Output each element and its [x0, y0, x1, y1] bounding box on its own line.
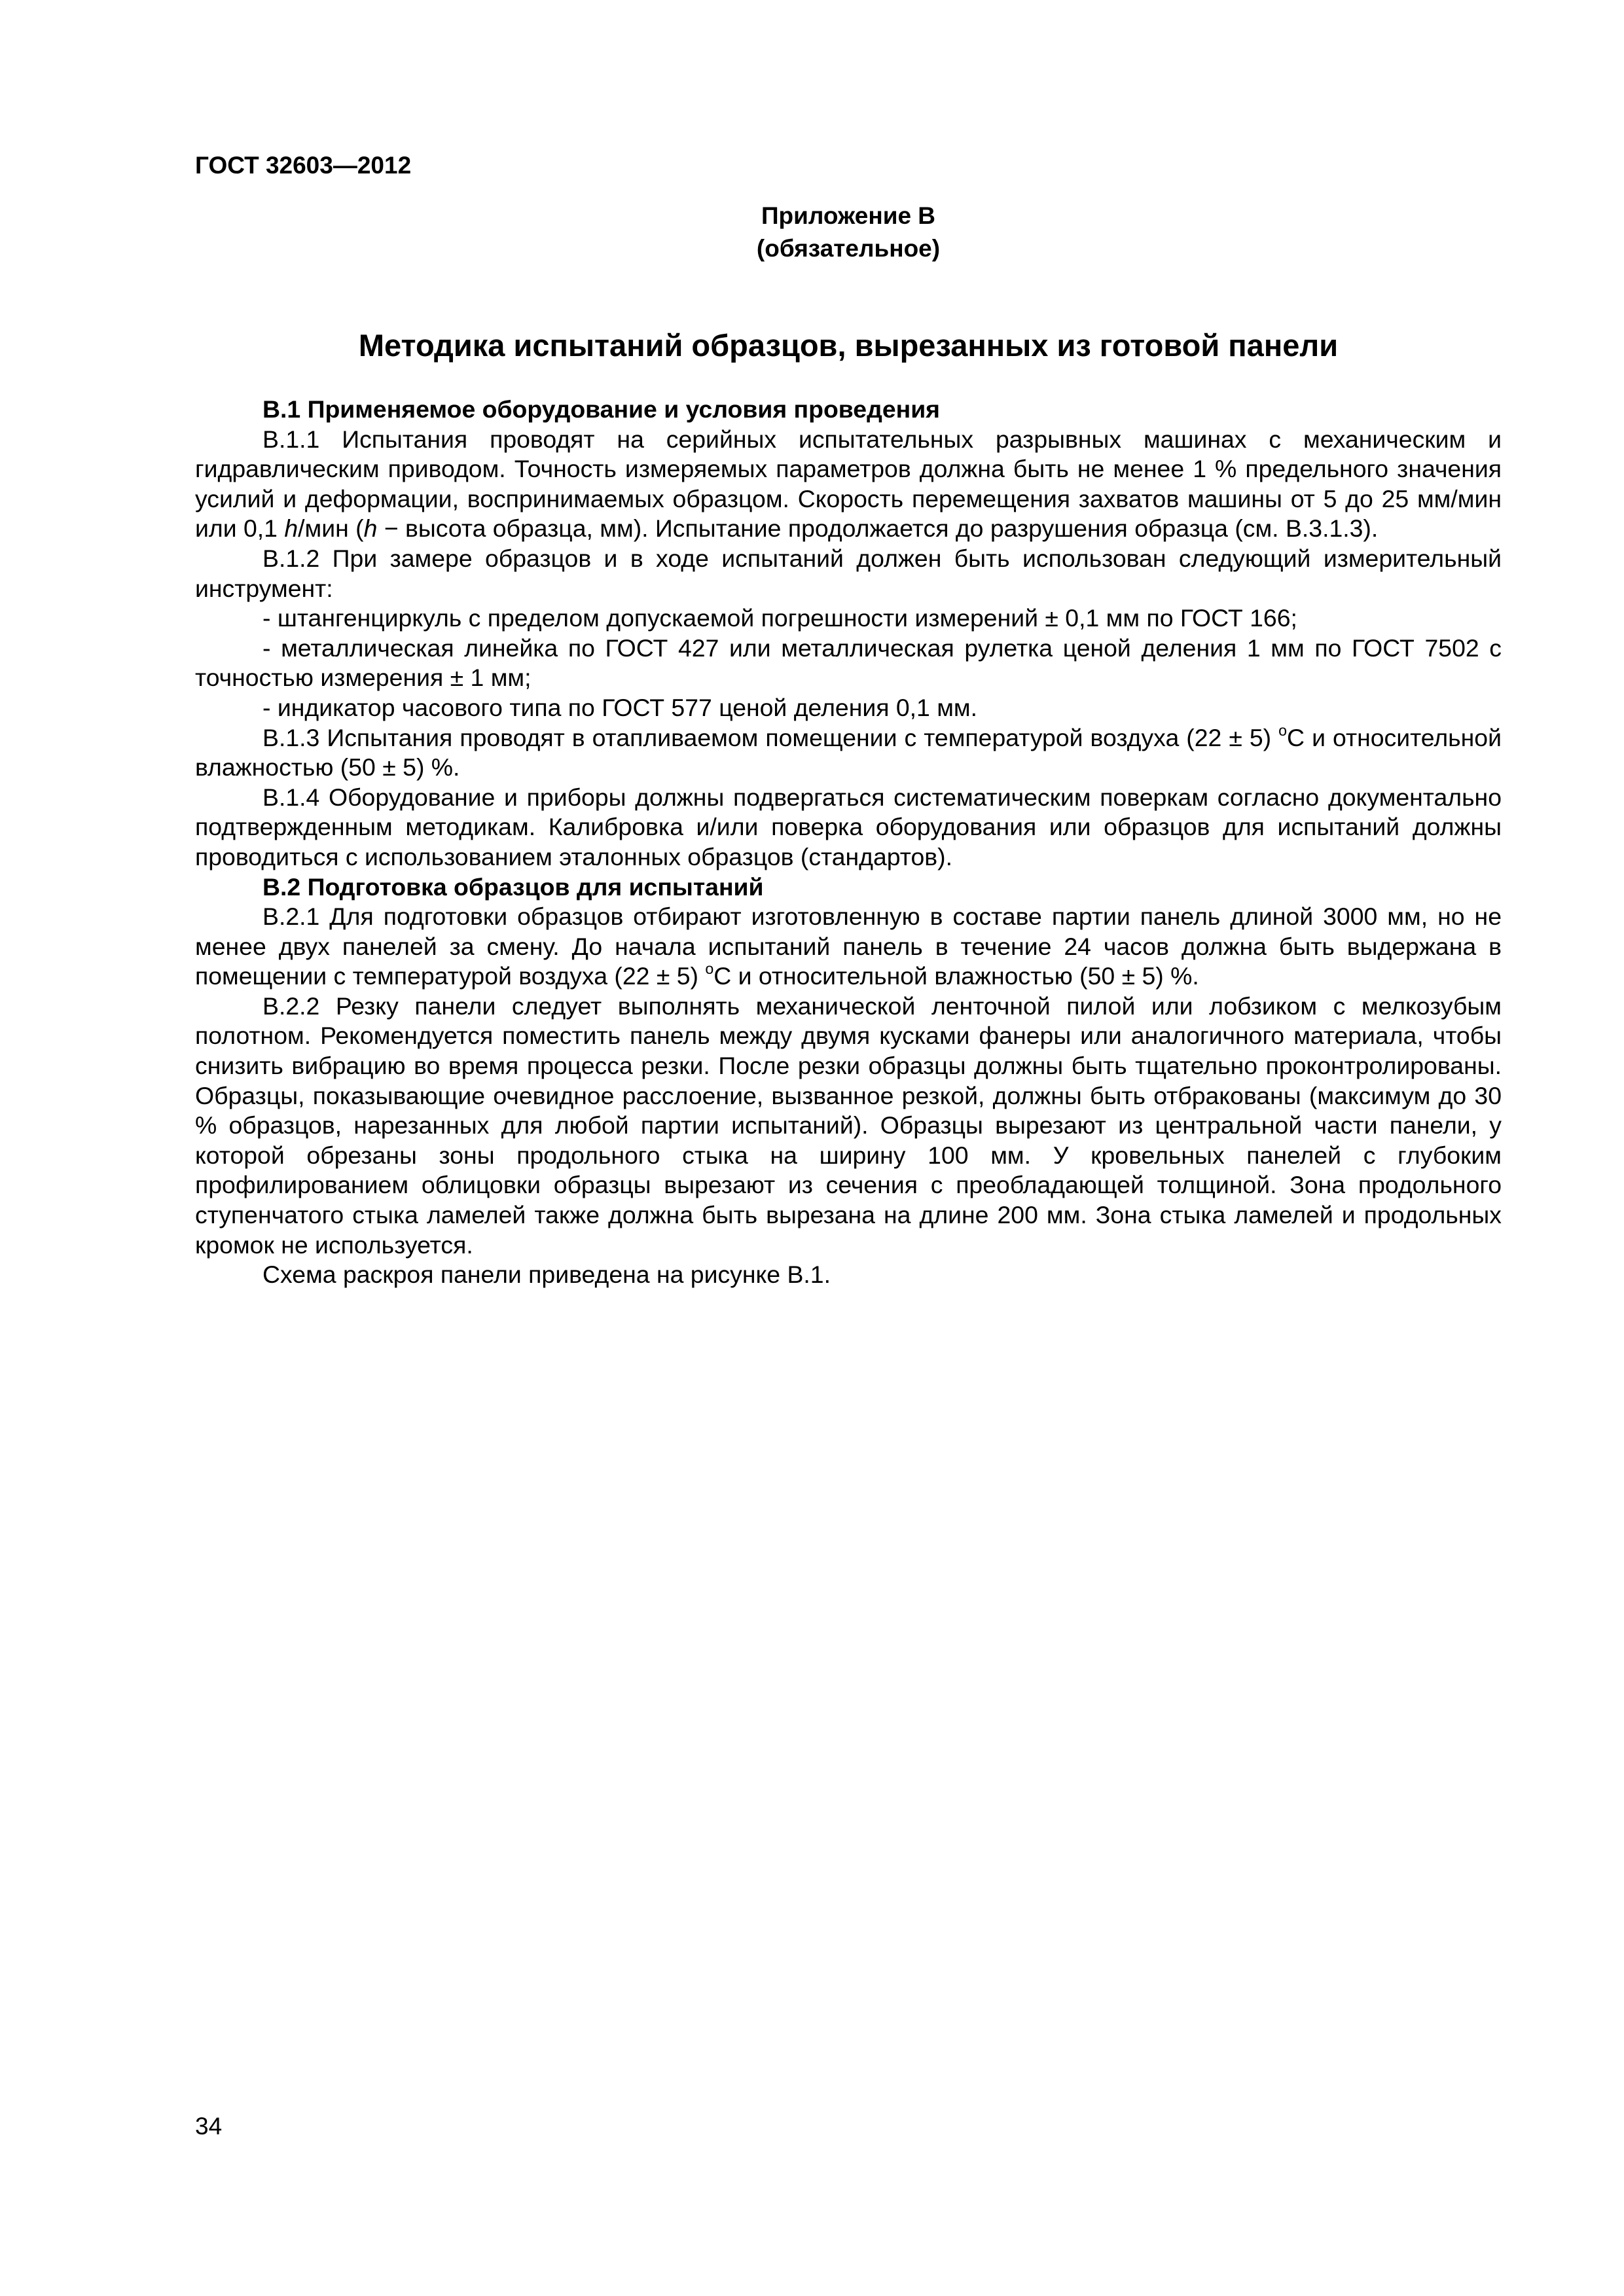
appendix-heading [0, 200, 1624, 265]
page-number: 34 [195, 2113, 223, 2140]
document-code: ГОСТ 32603—2012 [195, 152, 412, 179]
appendix-label: Приложение В [761, 202, 936, 229]
paragraph-b1-1: В.1.1 Испытания проводят на серийных испытательных разрывных машинах с механическим и гидравлическим приводом. Точность измеряемых параметров должна быть не менее 1 % предельного значения усилий и деформации, воспринимаемых образцом. Скорость перемещения захватов машины от 5 до 25 мм/мин или 0,1 h/мин (h − высота образца, мм). Испытание продолжается до разрушения образца (см. В.3.1.3). [195, 425, 1502, 543]
section-heading-b2: В.2 Подготовка образцов для испытаний [262, 872, 764, 901]
paragraph-b2-3: Схема раскроя панели приведена на рисунке В.1. [262, 1261, 831, 1289]
paragraph-b2-1: В.2.1 Для подготовки образцов отбирают изготовленную в составе партии панель длиной 3000 мм, но не менее двух панелей за смену. До начала испытаний панель в течение 24 часов должна быть выдержана в помещении с температурой воздуха (22 ± 5) $^о$С и относительной влажностью (50 ± 5) %. [195, 903, 1502, 990]
paragraph-b1-4: В.1.4 Оборудование и приборы должны подвергаться систематическим поверкам согласно документально подтвержденным методикам. Калибровка и/или поверка оборудования или образцов для испытаний должны проводиться с использованием эталонных образцов (стандартов). [195, 783, 1502, 870]
appendix-status: (обязательное) [756, 235, 941, 262]
page-title: Методика испытаний образцов, вырезанных из готовой панели [358, 328, 1339, 363]
list-item: - металлическая линейка по ГОСТ 427 или металлическая рулетка ценой деления 1 мм по ГОСТ 7502 с точностью измерения ± 1 мм; [195, 634, 1502, 692]
paragraph-b2-2: В.2.2 Резку панели следует выполнять механической ленточной пилой или лобзиком с мелкозубым полотном. Рекомендуется поместить панель между двумя кусками фанеры или аналогичного материала, чтобы снизить вибрацию во время процесса резки. После резки образцы должны быть тщательно проконтролированы. Образцы, показывающие очевидное расслоение, вызванное резкой, должны быть отбракованы (максимум до 30 % образцов, нарезанных для любой партии испытаний). Образцы вырезают из центральной части панели, у которой обрезаны зоны продольного стыка на ширину 100 мм. У кровельных панелей с глубоким профилированием облицовки образцы вырезают из сечения с преобладающей толщиной. Зона продольного ступенчатого стыка ламелей также должна быть вырезана на длине 200 мм. Зона стыка ламелей и продольных кромок не используется. [195, 992, 1502, 1259]
section-heading-b1: В.1 Применяемое оборудование и условия проведения [262, 395, 940, 423]
list-item: - штангенциркуль с пределом допускаемой погрешности измерений ± 0,1 мм по ГОСТ 166; [262, 604, 1297, 632]
paragraph-b1-2: В.1.2 При замере образцов и в ходе испытаний должен быть использован следующий измерительный инструмент: [195, 544, 1502, 602]
paragraph-b1-3: В.1.3 Испытания проводят в отапливаемом помещении с температурой воздуха (22 ± 5) $^о$С и относительной влажностью (50 ± 5) %. [195, 721, 1502, 781]
document-body [195, 395, 1502, 1290]
list-item: - индикатор часового типа по ГОСТ 577 ценой деления 0,1 мм. [262, 693, 978, 721]
